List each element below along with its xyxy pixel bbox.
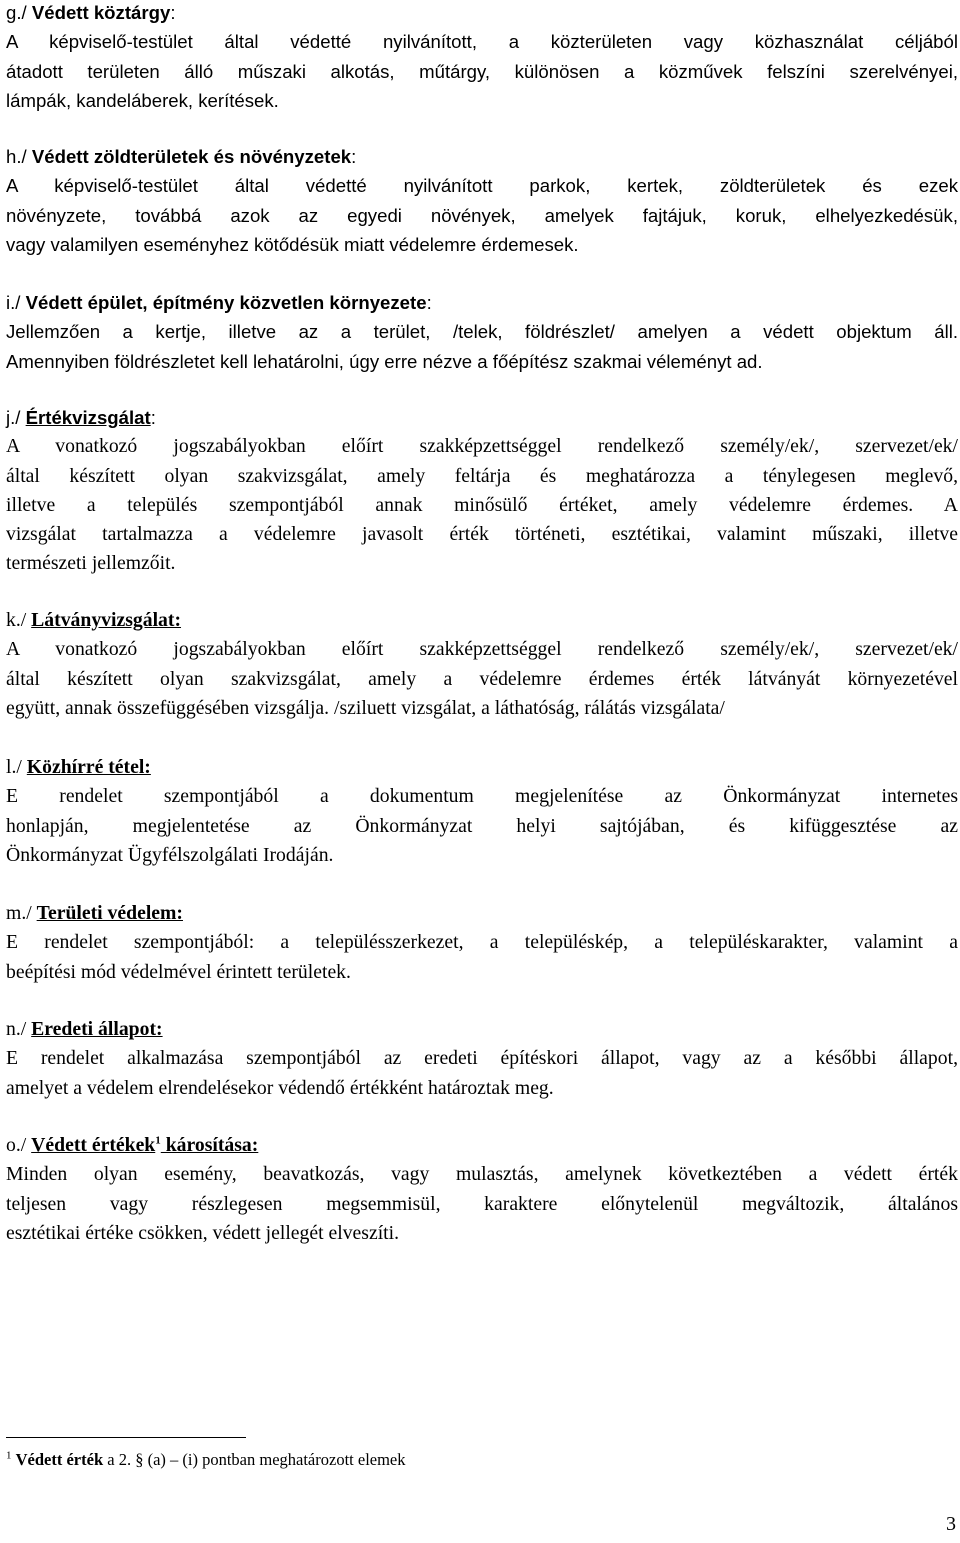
paragraph-line: E rendelet szempontjából a dokumentum megjelenítése az Önkormányzat internetes xyxy=(6,785,958,808)
section-title: Védett zöldterületek és növényzetek xyxy=(31,146,352,167)
section-colon: : xyxy=(351,146,357,167)
section-title: Védett értékek xyxy=(31,1134,156,1156)
section-label: n./ xyxy=(6,1018,32,1040)
paragraph-line: Minden olyan esemény, beavatkozás, vagy mulasztás, amelynek következtében a védett érték xyxy=(6,1163,958,1186)
footnote-separator xyxy=(6,1437,246,1438)
section-label: g./ xyxy=(6,2,32,23)
section-colon: : xyxy=(426,292,432,313)
section-title: Védett köztárgy xyxy=(31,2,171,23)
paragraph-line: beépítési mód védelmével érintett területek. xyxy=(6,960,351,983)
section-heading xyxy=(6,288,958,317)
section-label: j./ xyxy=(6,407,26,428)
paragraph-line: által készített olyan szakvizsgálat, amely feltárja és meghatározza a ténylegesen meglevő, xyxy=(6,464,958,487)
footnote xyxy=(6,1448,406,1472)
paragraph-line: által készített olyan szakvizsgálat, amely a védelemre érdemes érték látványát környezetével xyxy=(6,667,958,690)
paragraph-line: természeti jellemzőit. xyxy=(6,552,176,575)
section-k xyxy=(6,606,958,723)
paragraph-line: együtt, annak összefüggésében vizsgálja. /sziluett vizsgálat, a láthatóság, rálátás vizsgálata/ xyxy=(6,696,725,719)
section-heading xyxy=(6,606,958,635)
section-label: o./ xyxy=(6,1134,32,1156)
section-title: Védett épület, építmény közvetlen környezete xyxy=(25,292,427,313)
section-m xyxy=(6,899,958,987)
footnote-number: 1 xyxy=(6,1449,12,1462)
footnote-reference[interactable]: 1 xyxy=(155,1134,161,1147)
section-title: Közhírré tétel: xyxy=(26,756,151,778)
section-n xyxy=(6,1015,958,1103)
footnote-term: Védett érték xyxy=(15,1450,104,1469)
paragraph-line: amelyet a védelem elrendelésekor védendő értékként határoztak meg. xyxy=(6,1076,554,1099)
paragraph-line: E rendelet szempontjából: a településszerkezet, a településkép, a településkarakter, valamint a xyxy=(6,931,958,954)
section-title: Területi védelem: xyxy=(36,902,183,924)
section-heading xyxy=(6,1131,958,1160)
paragraph-line: Jellemzően a kertje, illetve az a terület, /telek, földrészlet/ amelyen a védett objektum áll. xyxy=(6,321,958,343)
section-title: Látványvizsgálat: xyxy=(31,609,182,631)
section-title-suffix: károsítása: xyxy=(160,1134,259,1156)
section-l xyxy=(6,753,958,870)
section-label: h./ xyxy=(6,146,32,167)
section-g xyxy=(6,0,958,115)
section-title: Értékvizsgálat xyxy=(25,407,151,428)
paragraph-line: Amennyiben földrészletet kell lehatárolni, úgy erre nézve a főépítész szakmai véleményt ad. xyxy=(6,350,763,372)
section-i xyxy=(6,288,958,376)
section-h xyxy=(6,142,958,259)
paragraph-line: illetve a település szempontjából annak minősülő értéket, amely védelemre érdemes. A xyxy=(6,493,958,516)
paragraph-line: A vonatkozó jogszabályokban előírt szakképzettséggel rendelkező személy/ek/, szervezet/ek/ xyxy=(6,435,958,458)
section-colon: : xyxy=(150,407,156,428)
paragraph-line: vizsgálat tartalmazza a védelemre javasolt érték történeti, esztétikai, valamint műszaki, illetve xyxy=(6,523,958,546)
section-label: i./ xyxy=(6,292,26,313)
paragraph-line: lámpák, kandeláberek, kerítések. xyxy=(6,89,279,111)
paragraph-line: esztétikai értéke csökken, védett jellegét elveszíti. xyxy=(6,1221,400,1244)
paragraph-line: vagy valamilyen eseményhez kötődésük miatt védelemre érdemesek. xyxy=(6,233,579,255)
section-heading xyxy=(6,753,958,782)
section-label: m./ xyxy=(6,902,37,924)
paragraph-line: A képviselő-testület által védetté nyilvánított, a közterületen vagy közhasználat céljából xyxy=(6,31,958,53)
section-heading xyxy=(6,142,958,171)
page-number: 3 xyxy=(946,1513,956,1535)
paragraph-line: növényzete, továbbá azok az egyedi növények, amelyek fajtájuk, koruk, elhelyezkedésük, xyxy=(6,204,958,226)
paragraph-line: A vonatkozó jogszabályokban előírt szakképzettséggel rendelkező személy/ek/, szervezet/ek/ xyxy=(6,638,958,661)
section-label: l./ xyxy=(6,756,27,778)
paragraph-line: teljesen vagy részlegesen megsemmisül, karaktere előnytelenül megváltozik, általános xyxy=(6,1192,958,1215)
paragraph-line: E rendelet alkalmazása szempontjából az eredeti építéskori állapot, vagy az a későbbi állapot, xyxy=(6,1047,958,1070)
section-j xyxy=(6,403,958,579)
paragraph-line: honlapján, megjelentetése az Önkormányzat helyi sajtójában, és kifüggesztése az xyxy=(6,814,958,837)
section-colon: : xyxy=(170,2,176,23)
section-title: Eredeti állapot: xyxy=(31,1018,163,1040)
section-heading xyxy=(6,899,958,928)
section-heading xyxy=(6,0,958,27)
section-heading xyxy=(6,1015,958,1044)
section-heading xyxy=(6,403,958,432)
paragraph-line: átadott területen álló műszaki alkotás, műtárgy, különösen a közművek felszíni szerelvényei, xyxy=(6,60,958,82)
section-o xyxy=(6,1131,958,1248)
paragraph-line: A képviselő-testület által védetté nyilvánított parkok, kertek, zöldterületek és ezek xyxy=(6,175,958,197)
paragraph-line: Önkormányzat Ügyfélszolgálati Irodáján. xyxy=(6,843,334,866)
section-label: k./ xyxy=(6,609,32,631)
footnote-text: a 2. § (a) – (i) pontban meghatározott elemek xyxy=(103,1450,406,1469)
